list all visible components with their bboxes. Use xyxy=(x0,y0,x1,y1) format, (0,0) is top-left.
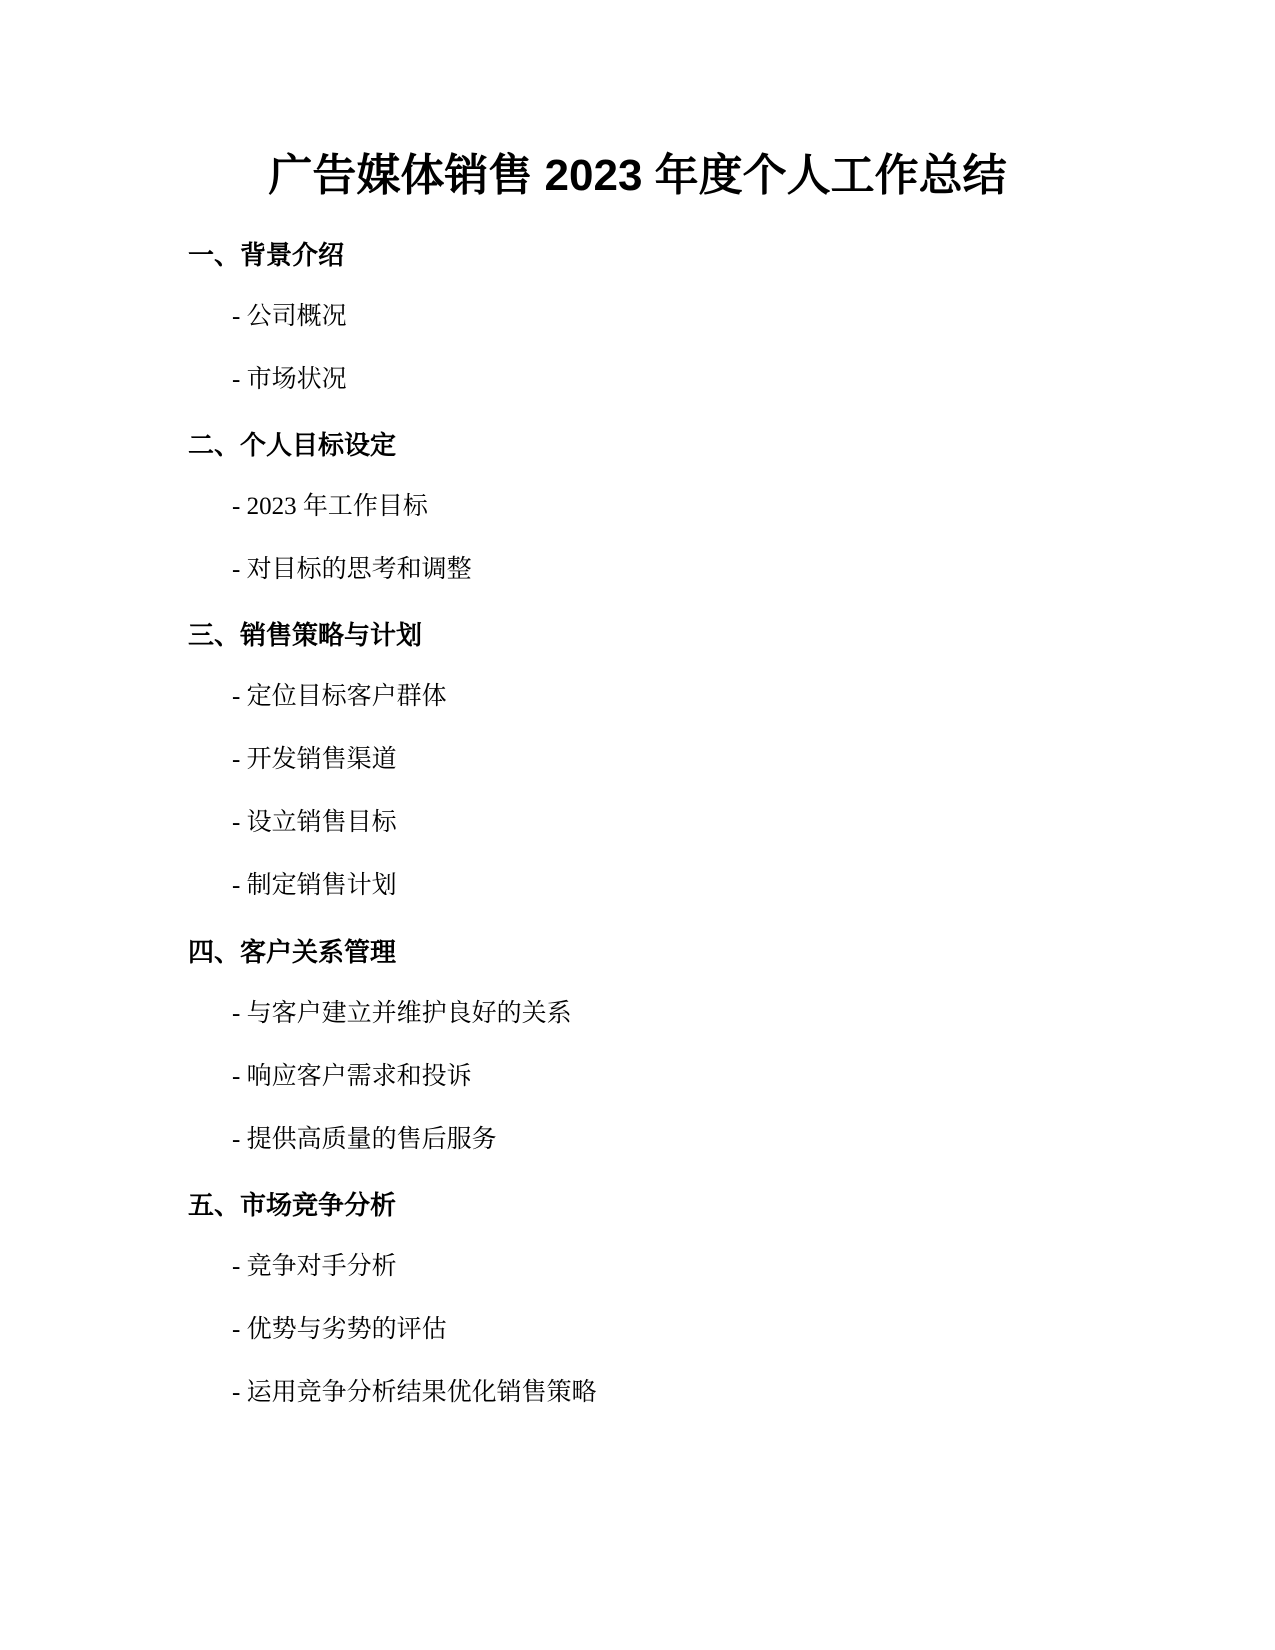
list-item: - 制定销售计划 xyxy=(232,872,397,899)
section-heading-goals: 二、个人目标设定 xyxy=(188,430,397,460)
list-item: - 市场状况 xyxy=(232,366,347,393)
list-item: - 开发销售渠道 xyxy=(232,746,397,773)
list-item: - 2023 年工作目标 xyxy=(232,493,428,520)
list-item: - 优势与劣势的评估 xyxy=(232,1316,447,1343)
list-item: - 与客户建立并维护良好的关系 xyxy=(232,1000,572,1027)
list-item: - 竞争对手分析 xyxy=(232,1253,397,1280)
list-item: - 定位目标客户群体 xyxy=(232,683,447,710)
document-title: 广告媒体销售 2023 年度个人工作总结 xyxy=(268,151,1007,200)
section-heading-crm: 四、客户关系管理 xyxy=(188,937,397,967)
list-item: - 提供高质量的售后服务 xyxy=(232,1126,497,1153)
section-heading-background: 一、背景介绍 xyxy=(188,240,345,270)
list-item: - 对目标的思考和调整 xyxy=(232,556,472,583)
list-item: - 响应客户需求和投诉 xyxy=(232,1063,472,1090)
section-heading-strategy: 三、销售策略与计划 xyxy=(188,620,423,650)
list-item: - 设立销售目标 xyxy=(232,809,397,836)
list-item: - 运用竞争分析结果优化销售策略 xyxy=(232,1379,597,1406)
list-item: - 公司概况 xyxy=(232,303,347,330)
section-heading-competition: 五、市场竞争分析 xyxy=(188,1190,397,1220)
